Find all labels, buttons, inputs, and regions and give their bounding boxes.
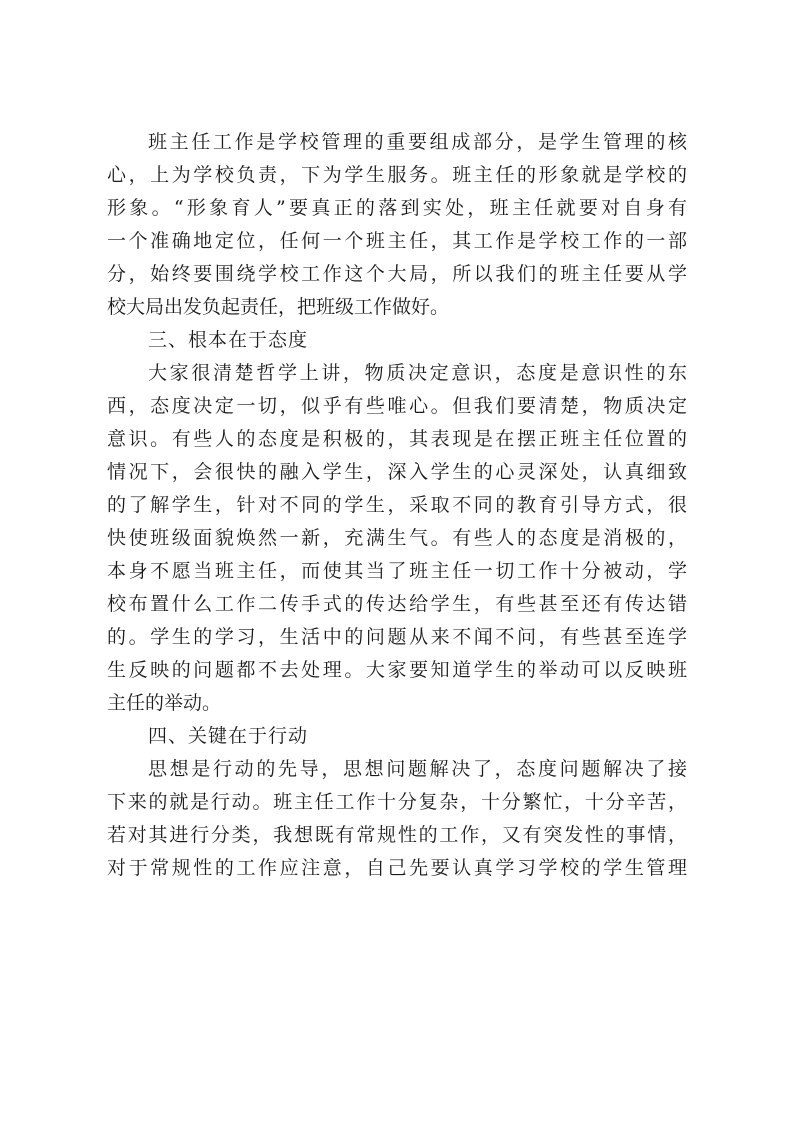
paragraph-2-line-7: 本身不愿当班主任，而使其当了班主任一切工作十分被动，学 — [107, 560, 687, 582]
paragraph-3-line-2: 下来的就是行动。班主任工作十分复杂，十分繁忙，十分辛苦， — [107, 791, 687, 813]
paragraph-2-line-5: 的了解学生，针对不同的学生，采取不同的教育引导方式，很 — [107, 494, 687, 516]
paragraph-1-line-1: 班主任工作是学校管理的重要组成部分，是学生管理的核 — [148, 131, 687, 153]
paragraph-1-line-6: 校大局出发负起责任，把班级工作做好。 — [107, 296, 450, 318]
paragraph-1-line-2: 心，上为学校负责，下为学生服务。班主任的形象就是学校的 — [107, 164, 687, 186]
paragraph-2-line-3: 意识。有些人的态度是积极的，其表现是在摆正班主任位置的 — [107, 428, 687, 450]
paragraph-3-line-3: 若对其进行分类，我想既有常规性的工作，又有突发性的事情， — [107, 824, 687, 846]
paragraph-3-line-1: 思想是行动的先导，思想问题解决了，态度问题解决了接 — [148, 758, 687, 780]
paragraph-2-line-4: 情况下，会很快的融入学生，深入学生的心灵深处，认真细致 — [107, 461, 687, 483]
paragraph-1-line-3: 形象。“形象育人”要真正的落到实处，班主任就要对自身有 — [107, 197, 687, 219]
paragraph-2-line-10: 生反映的问题都不去处理。大家要知道学生的举动可以反映班 — [107, 659, 687, 681]
paragraph-1-line-5: 分，始终要围绕学校工作这个大局，所以我们的班主任要从学 — [107, 263, 687, 285]
paragraph-2-line-1: 大家很清楚哲学上讲，物质决定意识，态度是意识性的东 — [148, 362, 687, 384]
paragraph-1-line-4: 一个准确地定位，任何一个班主任，其工作是学校工作的一部 — [107, 230, 687, 252]
paragraph-2-line-11: 主任的举动。 — [107, 692, 222, 714]
paragraph-2-line-8: 校布置什么工作二传手式的传达给学生，有些甚至还有传达错 — [107, 593, 687, 615]
document-body — [107, 126, 687, 885]
paragraph-3-line-4: 对于常规性的工作应注意，自己先要认真学习学校的学生管理 — [107, 857, 687, 879]
section-heading-3: 三、根本在于态度 — [148, 329, 309, 351]
paragraph-2-line-9: 的。学生的学习，生活中的问题从来不闻不问，有些甚至连学 — [107, 626, 687, 648]
paragraph-2-line-6: 快使班级面貌焕然一新，充满生气。有些人的态度是消极的， — [107, 527, 687, 549]
paragraph-2-line-2: 西，态度决定一切，似乎有些唯心。但我们要清楚，物质决定 — [107, 395, 687, 417]
section-heading-4: 四、关键在于行动 — [148, 725, 309, 747]
